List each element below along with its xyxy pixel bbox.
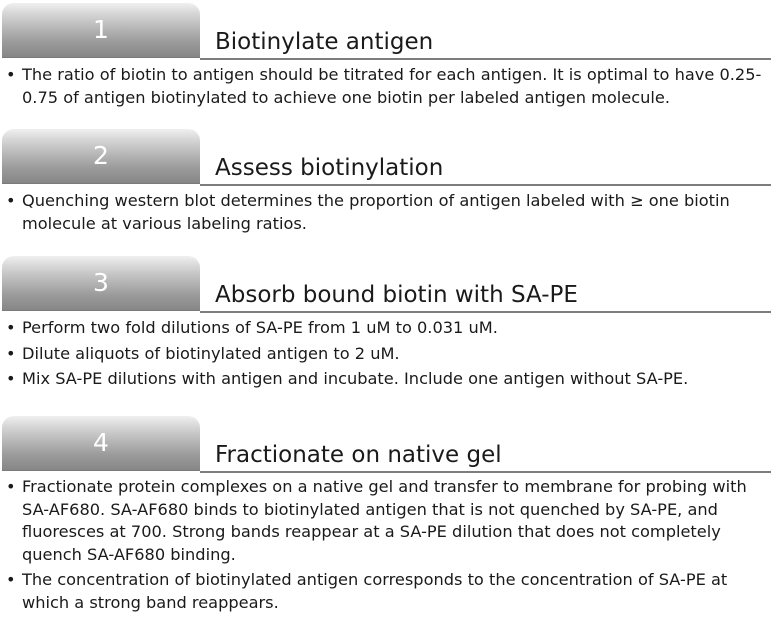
bullet-item (6, 343, 766, 366)
step-divider (200, 58, 771, 60)
bullet-text: Perform two fold dilutions of SA-PE from 1 uM to 0.031 uM. (22, 318, 498, 337)
step-header (0, 2, 771, 60)
bullet-dot-icon: • (6, 343, 16, 363)
bullet-item (6, 64, 766, 109)
step-divider (200, 471, 771, 473)
bullet-dot-icon: • (6, 65, 16, 84)
step-bullets (6, 64, 766, 112)
step-title: Absorb bound biotin with SA-PE (215, 282, 578, 308)
bullet-text: The concentration of biotinylated antigen corresponds to the concentration of SA-PE at which a strong band reappears. (22, 570, 728, 612)
step-divider (200, 311, 771, 313)
bullet-item (6, 476, 766, 566)
bullet-item (6, 190, 766, 235)
step-number-tab: 4 (2, 415, 200, 471)
step-number-tab: 2 (2, 128, 200, 184)
bullet-text: Quenching western blot determines the proportion of antigen labeled with ≥ one biotin molecule at various labeling ratios. (22, 191, 730, 233)
bullet-text: Fractionate protein complexes on a native gel and transfer to membrane for probing with SA-AF680. SA-AF680 binds to biotinylated antigen that is not quenched by SA-PE, and fluoresces at 700. Strong bands reappear at a SA-PE dilution that does not completely quench SA-AF680 binding. (22, 477, 747, 564)
step-number-tab: 1 (2, 2, 200, 58)
step-header (0, 415, 771, 473)
step-bullets (6, 476, 766, 617)
step-header (0, 128, 771, 186)
step-divider (200, 184, 771, 186)
step-title: Fractionate on native gel (215, 442, 502, 468)
bullet-item (6, 317, 766, 340)
step-number-tab: 3 (2, 255, 200, 311)
step-title: Assess biotinylation (215, 155, 444, 181)
step-header (0, 255, 771, 313)
step-bullets (6, 190, 766, 238)
step-title: Biotinylate antigen (215, 29, 434, 55)
bullet-text: Dilute aliquots of biotinylated antigen to 2 uM. (22, 343, 400, 363)
bullet-text: Mix SA-PE dilutions with antigen and incubate. Include one antigen without SA-PE. (22, 369, 689, 388)
bullet-dot-icon: • (6, 191, 16, 210)
bullet-text: The ratio of biotin to antigen should be titrated for each antigen. It is optimal to have 0.25-0.75 of antigen biotinylated to achieve one biotin per labeled antigen molecule. (22, 65, 762, 107)
bullet-item (6, 368, 766, 391)
step-bullets (6, 317, 766, 394)
bullet-dot-icon: • (6, 477, 16, 496)
bullet-dot-icon: • (6, 369, 16, 388)
bullet-dot-icon: • (6, 570, 16, 589)
bullet-item (6, 569, 766, 614)
bullet-dot-icon: • (6, 318, 16, 337)
